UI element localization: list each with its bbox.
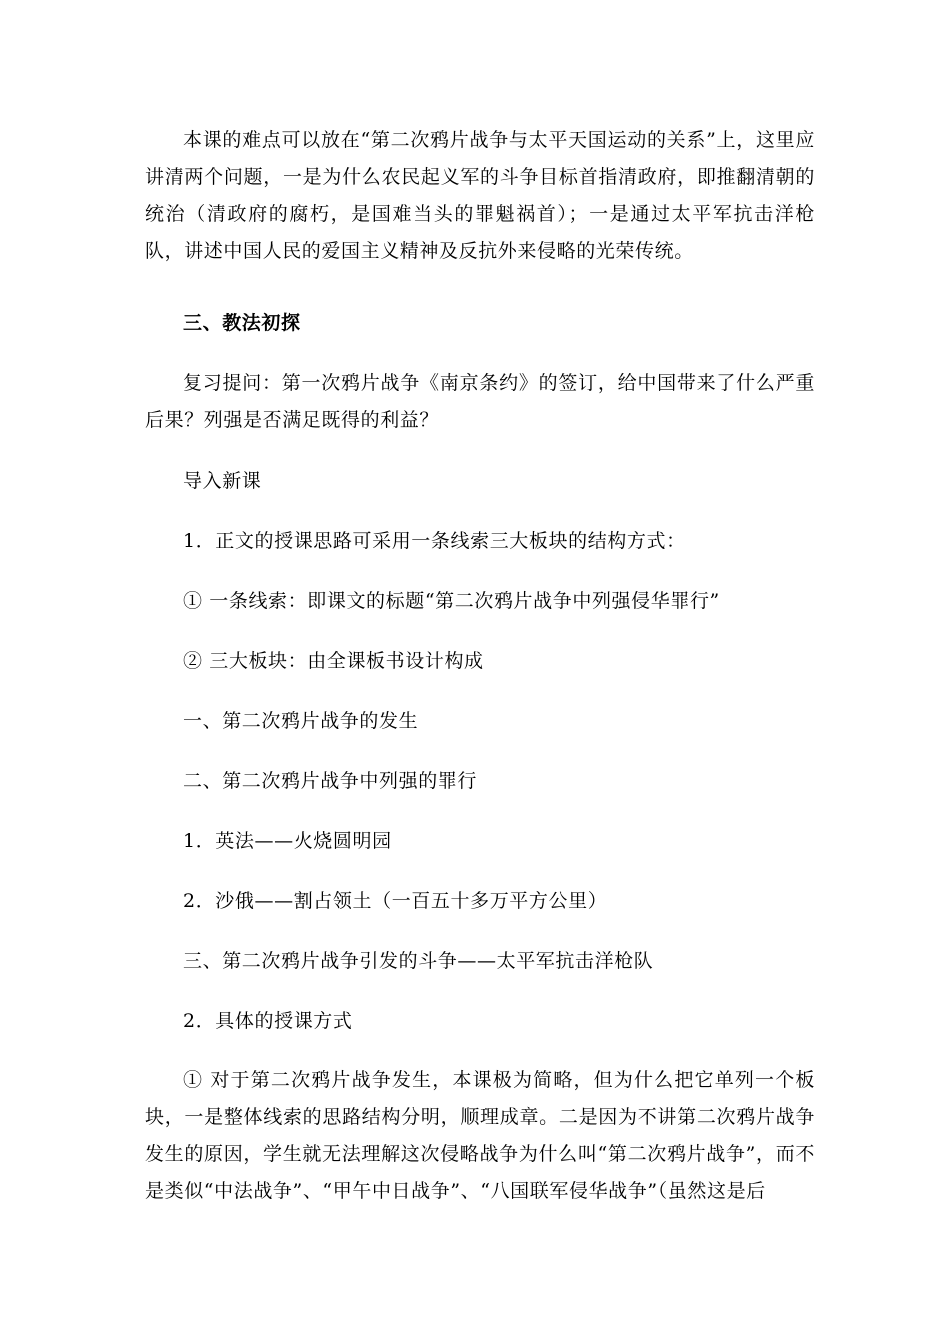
outline-section-1: 一、第二次鸦片战争的发生 — [183, 710, 419, 732]
intro-new-lesson: 导入新课 — [183, 470, 262, 492]
outline-section-2-item-1: 1．英法——火烧圆明园 — [183, 830, 392, 852]
paragraph-review-question: 复习提问：第一次鸦片战争《南京条约》的签订，给中国带来了什么严重后果？列强是否满足既得的利益？ — [145, 372, 815, 431]
paragraph-war-occurrence: ① 对于第二次鸦片战争发生，本课极为简略，但为什么把它单列一个板块，一是整体线索的思路结构分明，顺理成章。二是因为不讲第二次鸦片战争发生的原因，学生就无法理解这次侵略战争为什么叫“第二次鸦片战争”，而不是类似“中法战争”、“甲午中日战争”、“八国联军侵华战争”（虽然这是后 — [145, 1069, 815, 1202]
section-heading: 三、教法初探 — [183, 312, 301, 334]
outline-section-2-item-2: 2．沙俄——割占领土（一百五十多万平方公里） — [183, 890, 608, 912]
outline-section-3: 三、第二次鸦片战争引发的斗争——太平军抗击洋枪队 — [183, 950, 654, 972]
item-one-clue: ① 一条线索：即课文的标题“第二次鸦片战争中列强侵华罪行” — [183, 590, 720, 612]
paragraph-difficulty: 本课的难点可以放在“第二次鸦片战争与太平天国运动的关系”上，这里应讲清两个问题，一是为什么农民起义军的斗争目标首指清政府，即推翻清朝的统治（清政府的腐朽，是国难当头的罪魁祸首）；一是通过太平军抗击洋枪队，讲述中国人民的爱国主义精神及反抗外来侵略的光荣传统。 — [145, 129, 815, 262]
outline-section-2: 二、第二次鸦片战争中列强的罪行 — [183, 770, 478, 792]
item-three-sections: ② 三大板块：由全课板书设计构成 — [183, 650, 484, 672]
item-teaching-method: 2．具体的授课方式 — [183, 1010, 353, 1032]
item-teaching-approach: 1．正文的授课思路可采用一条线索三大板块的结构方式： — [183, 530, 686, 552]
